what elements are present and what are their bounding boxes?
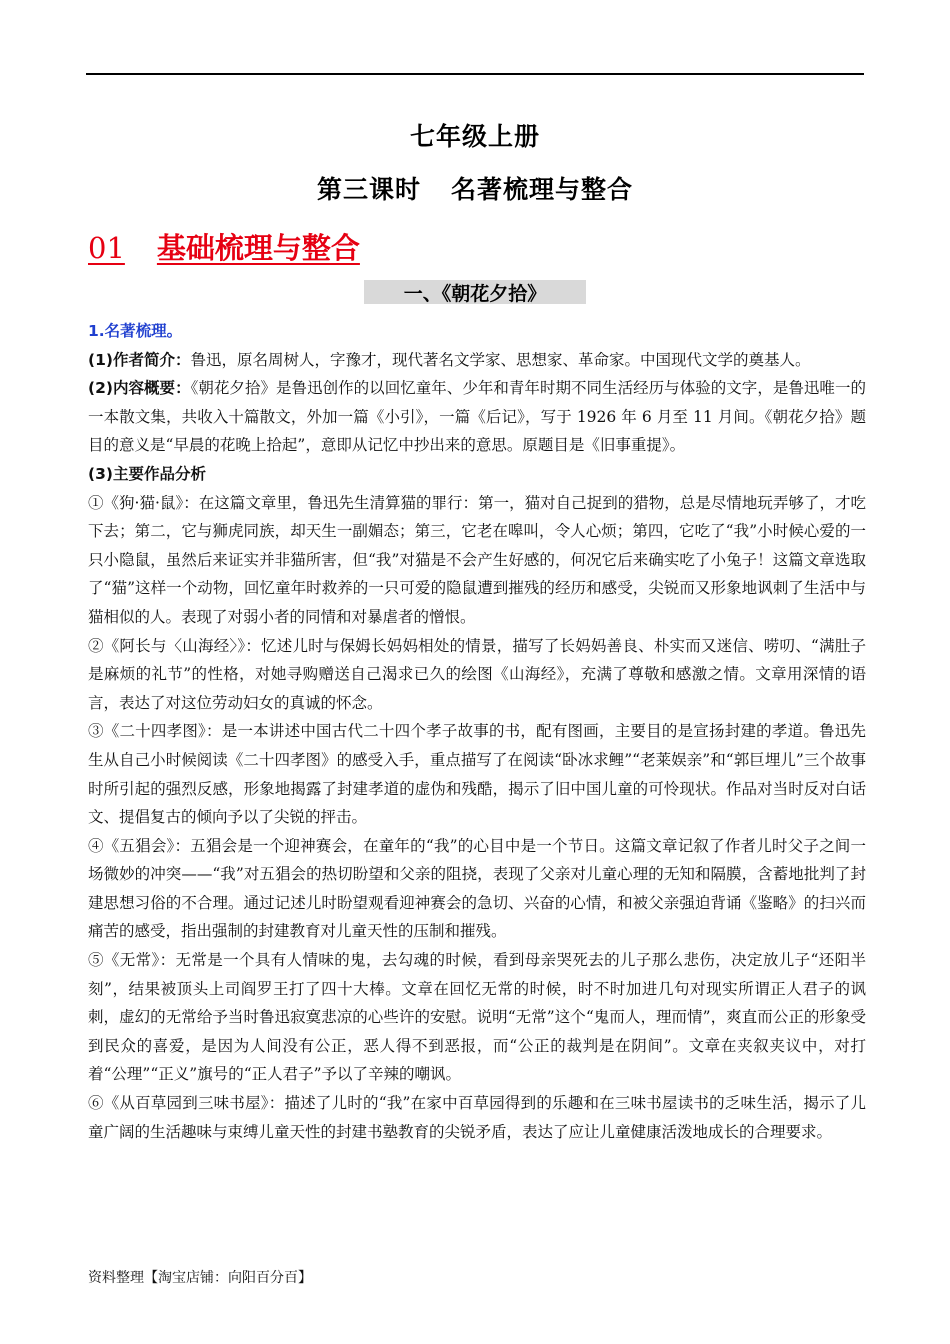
main-content xyxy=(88,317,866,1146)
work-paragraph: ②《阿长与〈山海经〉》：忆述儿时与保姆长妈妈相处的情景，描写了长妈妈善良、朴实而又迷信、唠叨、“满肚子是麻烦的礼节”的性格，对她寻购赠送自己渴求已久的绘图《山海经》，充满了尊敬和感激之情。文章用深情的语言，表达了对这位劳动妇女的真诚的怀念。 xyxy=(88,636,866,712)
lesson-number: 第三课时 xyxy=(316,175,421,204)
author-label: (1)作者简介： xyxy=(88,350,191,369)
content-heading: 1.名著梳理。 xyxy=(88,322,183,340)
section-number: 01 xyxy=(88,231,125,265)
summary-text: 《朝花夕拾》是鲁迅创作的以回忆童年、少年和青年时期不同生活经历与体验的文字，是鲁迅唯一的一本散文集，共收入十篇散文，外加一篇《小引》，一篇《后记》，写于 1926 年 6 月至 11 月间。《朝花夕拾》题目的意义是“早晨的花晚上拾起”，意即从记忆中抄出来的意思。原题目是《旧事重提》。 xyxy=(88,379,866,455)
work-paragraph: ⑥《从百草园到三味书屋》：描述了儿时的“我”在家中百草园得到的乐趣和在三味书屋读书的乏味生活，揭示了儿童广阔的生活趣味与束缚儿童天性的封建书塾教育的尖锐矛盾，表达了应让儿童健康活泼地成长的合理要求。 xyxy=(88,1094,866,1141)
section-title: 基础梳理与整合 xyxy=(156,231,360,265)
header-rule xyxy=(86,73,864,75)
lesson-title: 名著梳理与整合 xyxy=(451,175,634,204)
work-paragraph: ⑤《无常》：无常是一个具有人情味的鬼，去勾魂的时候，看到母亲哭死去的儿子那么悲伤，决定放儿子“还阳半刻”，结果被顶头上司阎罗王打了四十大棒。文章在回忆无常的时候，时不时加进几句对现实所谓正人君子的讽刺，虚幻的无常给予当时鲁迅寂寞悲凉的心些许的安慰。说明“无常”这个“鬼而人，理而情”，爽直而公正的形象受到民众的喜爱，是因为人间没有公正，恶人得不到恶报，而“公正的裁判是在阴间”。文章在夹叙夹议中，对打着“公理”“正义”旗号的“正人君子”予以了辛辣的嘲讽。 xyxy=(88,951,866,1084)
page-subtitle xyxy=(0,170,950,206)
work-paragraph: ①《狗·猫·鼠》：在这篇文章里，鲁迅先生清算猫的罪行：第一，猫对自己捉到的猎物，总是尽情地玩弄够了，才吃下去；第二，它与狮虎同族，却天生一副媚态；第三，它老在嗥叫，令人心烦；第四，它吃了“我”小时候心爱的一只小隐鼠，虽然后来证实并非猫所害，但“我”对猫是不会产生好感的，何况它后来确实吃了小兔子！这篇文章选取了“猫”这样一个动物，回忆童年时救养的一只可爱的隐鼠遭到摧残的经历和感受，尖锐而又形象地讽刺了生活中与猫相似的人。表现了对弱小者的同情和对暴虐者的憎恨。 xyxy=(88,493,866,626)
subsection-title: 一、《朝花夕拾》 xyxy=(403,283,547,305)
author-paragraph xyxy=(88,346,866,375)
summary-label: (2)内容概要： xyxy=(88,379,191,398)
work-paragraph: ③《二十四孝图》：是一本讲述中国古代二十四个孝子故事的书，配有图画，主要目的是宣扬封建的孝道。鲁迅先生从自己小时候阅读《二十四孝图》的感受入手，重点描写了在阅读“卧冰求鲤”“老莱娱亲”和“郭巨埋儿”三个故事时所引起的强烈反感，形象地揭露了封建孝道的虚伪和残酷，揭示了旧中国儿童的可怜现状。作品对当时反对白话文、提倡复古的倾向予以了尖锐的抨击。 xyxy=(88,722,866,827)
work-paragraph: ④《五猖会》：五猖会是一个迎神赛会，在童年的“我”的心目中是一个节日。这篇文章记叙了作者儿时父子之间一场微妙的冲突——“我”对五猖会的热切盼望和父亲的阻挠，表现了父亲对儿童心理的无知和隔膜，含蓄地批判了封建思想习俗的不合理。通过记述儿时盼望观看迎神赛会的急切、兴奋的心情，和被父亲强迫背诵《鉴略》的扫兴而痛苦的感受，指出强制的封建教育对儿童天性的压制和摧残。 xyxy=(88,836,866,941)
section-heading xyxy=(88,226,360,267)
author-text: 鲁迅，原名周树人，字豫才，现代著名文学家、思想家、革命家。中国现代文学的奠基人。 xyxy=(190,350,811,369)
page-title: 七年级上册 xyxy=(409,122,540,151)
page-footer: 资料整理【淘宝店铺：向阳百分百】 xyxy=(88,1270,312,1286)
analysis-label: (3)主要作品分析 xyxy=(88,464,206,483)
summary-paragraph xyxy=(88,374,866,460)
